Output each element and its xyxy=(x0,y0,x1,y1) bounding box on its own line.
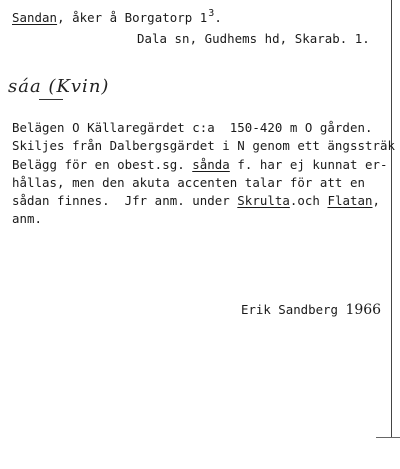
header-line xyxy=(12,8,222,25)
signature-name: Erik Sandberg xyxy=(241,302,346,317)
body-line-1: Belägen O Källaregärdet c:a 150-420 m O gården. xyxy=(12,120,373,135)
body-line-4: hållas, men den akuta accenten talar för att en xyxy=(12,175,365,190)
body-line-6: anm. xyxy=(12,211,43,226)
header-dot: . xyxy=(214,10,222,25)
body-line-5-start: sådan finnes. Jfr anm. under xyxy=(12,193,238,208)
card-right-edge xyxy=(391,0,392,438)
body-line-3 xyxy=(12,159,388,171)
body-line-5-end: , xyxy=(372,193,381,208)
handwritten-pronunciation: sáa (Kvin) xyxy=(8,76,110,97)
body-line-3-start: Belägg för en obest.sg. xyxy=(12,157,193,172)
reference-skrulta: Skrulta xyxy=(237,193,290,208)
signature-year: 1966 xyxy=(345,302,382,318)
handwritten-underline xyxy=(39,99,63,100)
reference-flatan: Flatan xyxy=(327,193,373,208)
signature xyxy=(241,302,381,318)
body-line-5 xyxy=(12,195,380,207)
location-line: Dala sn, Gudhems hd, Skarab. 1. xyxy=(137,31,370,46)
body-line-5-mid: .och xyxy=(289,193,328,208)
header-superscript: 3 xyxy=(208,8,215,19)
card-bottom-edge xyxy=(376,437,400,438)
header-rest: , åker å Borgatorp 1 xyxy=(57,10,208,25)
body-line-2: Skiljes från Dalbergsgärdet i N genom ett ängssträk xyxy=(12,138,395,153)
underlined-sanda: sånda xyxy=(192,157,230,172)
body-line-3-end: f. har ej kunnat er- xyxy=(229,157,388,172)
headword: Sandan xyxy=(12,10,58,25)
